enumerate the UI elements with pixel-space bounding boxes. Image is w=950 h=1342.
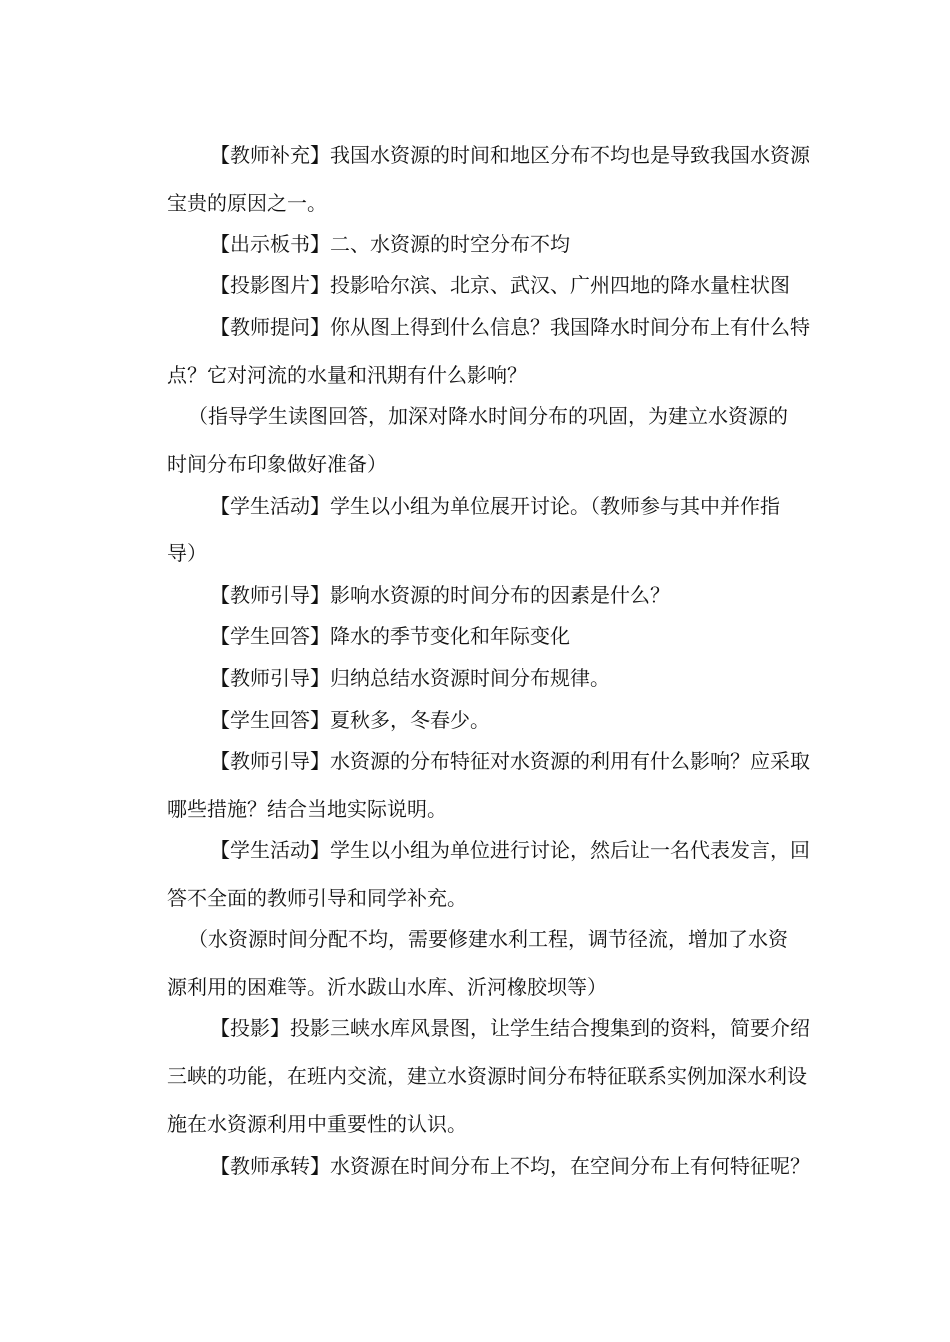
paragraph-line: 【出示板书】二、水资源的时空分布不均 <box>210 232 570 256</box>
paragraph-line: 【学生回答】夏秋多，冬春少。 <box>210 708 490 732</box>
paragraph-line: 施在水资源利用中重要性的认识。 <box>167 1112 467 1136</box>
paragraph-line: 时间分布印象做好准备） <box>167 452 387 476</box>
paragraph-line: 点？它对河流的水量和汛期有什么影响？ <box>167 363 527 387</box>
paragraph-line: 【学生回答】降水的季节变化和年际变化 <box>210 624 570 648</box>
paragraph-line: 【学生活动】学生以小组为单位展开讨论。（教师参与其中并作指 <box>210 494 780 518</box>
paragraph-line: 三峡的功能，在班内交流，建立水资源时间分布特征联系实例加深水利设 <box>167 1064 807 1088</box>
paragraph-line: 导） <box>167 541 207 565</box>
paragraph-line: 【教师引导】归纳总结水资源时间分布规律。 <box>210 666 610 690</box>
paragraph-line: 源利用的困难等。沂水跋山水库、沂河橡胶坝等） <box>167 975 607 999</box>
paragraph-line: 宝贵的原因之一。 <box>167 191 327 215</box>
paragraph-line: 哪些措施？结合当地实际说明。 <box>167 797 447 821</box>
paragraph-line: 【教师补充】我国水资源的时间和地区分布不均也是导致我国水资源 <box>210 143 810 167</box>
paragraph-line: 【教师引导】水资源的分布特征对水资源的利用有什么影响？应采取 <box>210 749 810 773</box>
paragraph-line: 【教师引导】影响水资源的时间分布的因素是什么？ <box>210 583 670 607</box>
paragraph-line: 答不全面的教师引导和同学补充。 <box>167 886 467 910</box>
paragraph-line: 【学生活动】学生以小组为单位进行讨论，然后让一名代表发言，回 <box>210 838 810 862</box>
paragraph-line: 【投影】投影三峡水库风景图，让学生结合搜集到的资料，简要介绍 <box>210 1016 810 1040</box>
paragraph-line: （指导学生读图回答，加深对降水时间分布的巩固，为建立水资源的 <box>188 404 788 428</box>
paragraph-line: （水资源时间分配不均，需要修建水利工程，调节径流，增加了水资 <box>188 927 788 951</box>
paragraph-line: 【投影图片】投影哈尔滨、北京、武汉、广州四地的降水量柱状图 <box>210 273 790 297</box>
paragraph-line: 【教师提问】你从图上得到什么信息？我国降水时间分布上有什么特 <box>210 315 810 339</box>
paragraph-line: 【教师承转】水资源在时间分布上不均，在空间分布上有何特征呢？ <box>210 1154 810 1178</box>
